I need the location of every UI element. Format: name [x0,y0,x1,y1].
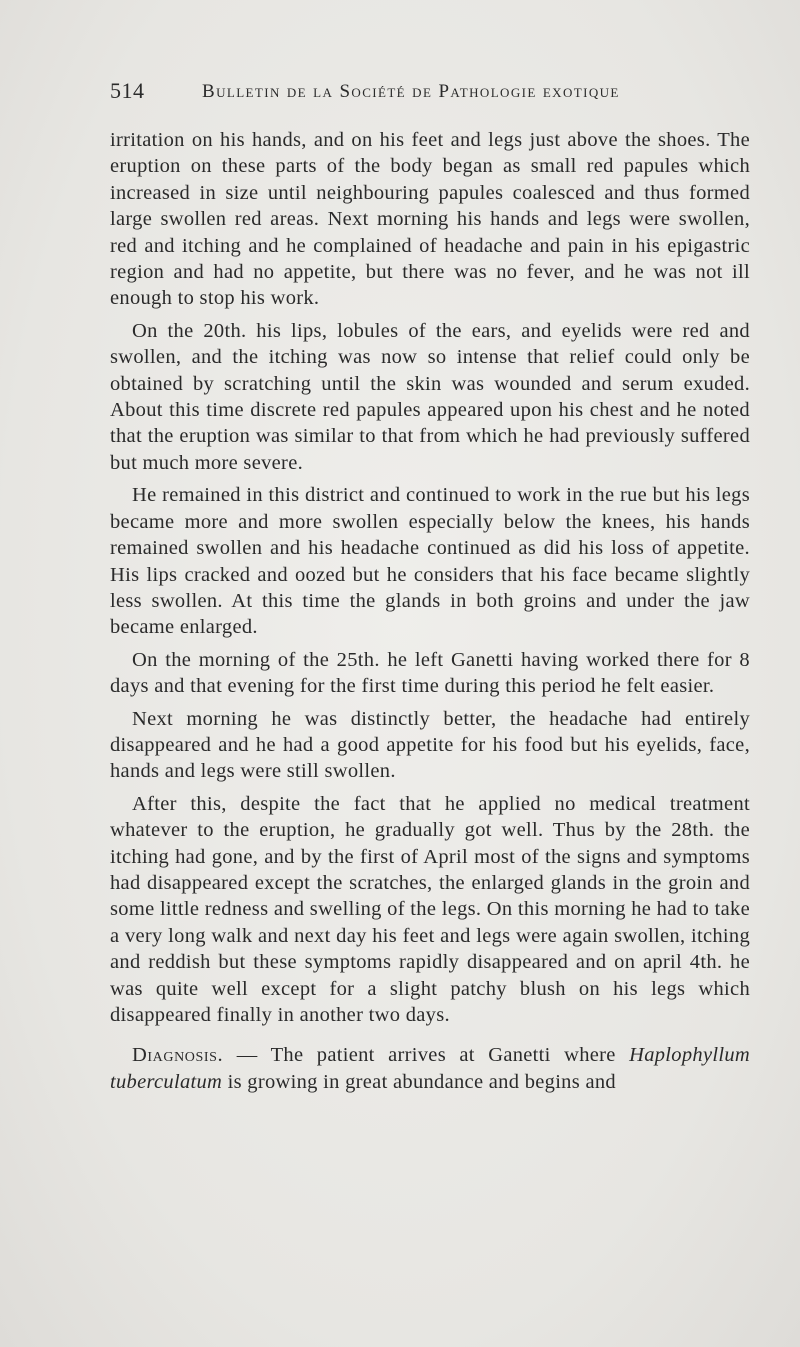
paragraph-1: irritation on his hands, and on his feet and legs just above the shoes. The eruption on these parts of the body began as small red papules which increased in size until neighbouring papules coalesced and thus formed large swollen red areas. Next morning his hands and legs were swollen, red and itching and he complained of headache and pain in his epigastric region and had no appetite, but there was no fever, and he was not ill enough to stop his work. [110,129,750,310]
page-number: 514 [110,78,145,103]
body-text [110,127,750,1101]
diagnosis-label: Diagnosis. [132,1044,224,1067]
page-header [110,78,760,110]
paragraph-4: On the morning of the 25th. he left Ganetti having worked there for 8 days and that evening for the first time during this period he felt easier. [110,648,750,698]
paragraph-2: On the 20th. his lips, lobules of the ears, and eyelids were red and swollen, and the itching was now so intense that relief could only be obtained by scratching until the skin was wounded and serum exuded. About this time discrete red papules appeared upon his chest and he noted that the eruption was similar to that from which he had previously suffered but much more severe. [110,319,750,474]
diagnosis-dash: — [223,1044,271,1067]
paragraph-5: Next morning he was distinctly better, the headache had entirely disappeared and he had a good appetite for his food but his eyelids, face, hands and legs were still swollen. [110,707,750,783]
running-title: Bulletin de la Société de Pathologie exotique [202,81,620,102]
paragraph-6: After this, despite the fact that he applied no medical treatment whatever to the eruption, he gradually got well. Thus by the 28th. the itching had gone, and by the first of April most of the signs and symptoms had disappeared except the scratches, the enlarged glands in the groin and some little redness and swelling of the legs. On this morning he had to take a very long walk and next day his feet and legs were again swollen, itching and reddish but these symptoms rapidly disappeared and on april 4th. he was quite well except for a slight patchy blush on his legs which disappeared finally in another two days. [110,792,750,1026]
diagnosis-text-before: The patient arrives at Ganetti where [270,1044,630,1067]
diagnosis-text-after: is growing in great abundance and begins and [222,1070,616,1093]
diagnosis-paragraph [110,1042,750,1095]
paragraph-3: He remained in this district and continued to work in the rue but his legs became more and more swollen especially below the knees, his hands remained swollen and his headache continued as did his loss of appetite. His lips cracked and oozed but he considers that his face became slightly less swollen. At this time the glands in both groins and under the jaw became enlarged. [110,484,750,639]
species-name: Haplophyllum tuberculatum [110,1044,750,1093]
